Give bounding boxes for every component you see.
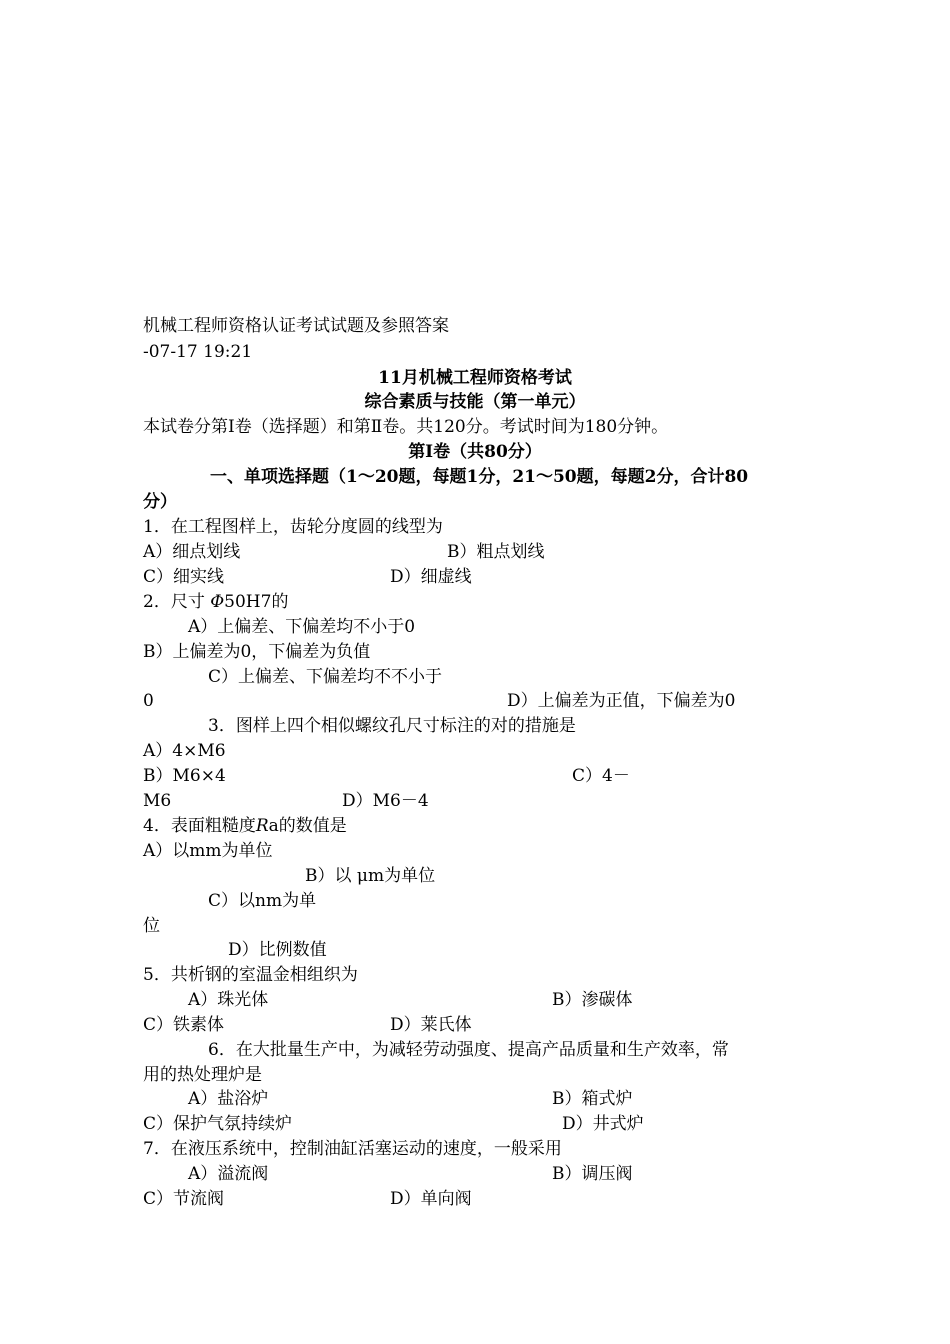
exam-subtitle: 综合素质与技能（第一单元）: [364, 392, 586, 412]
q6-option-a: A）盐浴炉: [188, 1089, 269, 1109]
q2-option-c: C）上偏差、下偏差均不不小于: [208, 667, 443, 687]
q4-option-b: B）以 μm为单位: [305, 866, 436, 886]
q5-stem: 5．共析钢的室温金相组织为: [143, 965, 358, 985]
q6-option-d: D）井式炉: [562, 1114, 644, 1134]
q4-stem-post: a的数值是: [268, 816, 347, 836]
q7-option-a: A）溢流阀: [188, 1164, 269, 1184]
q5-option-c: C）铁素体: [143, 1015, 225, 1035]
q3-option-d: D）M6－4: [342, 791, 429, 811]
q3-option-c-cont: M6: [143, 791, 172, 811]
doc-header-date: -07-17 19:21: [143, 342, 253, 362]
q6-stem: 6．在大批量生产中，为减轻劳动强度、提高产品质量和生产效率，常: [208, 1040, 729, 1060]
q4-option-d: D）比例数值: [228, 940, 327, 960]
doc-header-title: 机械工程师资格认证考试试题及参照答案: [143, 316, 449, 336]
q7-option-b: B）调压阀: [552, 1164, 633, 1184]
q1-option-c: C）细实线: [143, 567, 225, 587]
q3-option-b: B）M6×4: [143, 766, 226, 786]
q6-stem-cont: 用的热处理炉是: [143, 1065, 262, 1085]
q1-option-b: B）粗点划线: [447, 542, 545, 562]
q2-stem-pre: 2．尺寸: [143, 592, 211, 612]
q3-stem: 3．图样上四个相似螺纹孔尺寸标注的对的措施是: [208, 716, 576, 736]
part1-title: 第Ⅰ卷（共80分）: [408, 442, 542, 462]
q4-stem-pre: 4．表面粗糙度: [143, 816, 256, 836]
q2-option-c-cont: 0: [143, 691, 154, 711]
q3-option-c: C）4－: [572, 766, 630, 786]
q1-option-d: D）细虚线: [390, 567, 472, 587]
q5-option-d: D）莱氏体: [390, 1015, 472, 1035]
q2-option-d: D）上偏差为正值，下偏差为0: [507, 691, 736, 711]
q5-option-b: B）渗碳体: [552, 990, 633, 1010]
exam-intro: 本试卷分第Ⅰ卷（选择题）和第Ⅱ卷。共120分。考试时间为180分钟。: [143, 417, 669, 437]
q4-option-c-cont: 位: [143, 916, 160, 936]
q5-option-a: A）珠光体: [188, 990, 269, 1010]
q2-stem: [143, 590, 288, 614]
q4-stem-symbol: R: [255, 816, 269, 836]
q7-stem: 7．在液压系统中，控制油缸活塞运动的速度，一般采用: [143, 1139, 562, 1159]
q1-option-a: A）细点划线: [143, 542, 241, 562]
q6-option-c: C）保护气氛持续炉: [143, 1114, 293, 1134]
section1-heading: 一、单项选择题（1～20题，每题1分，21～50题，每题2分，合计80: [210, 467, 749, 487]
q4-option-c: C）以nm为单: [208, 891, 317, 911]
q7-option-c: C）节流阀: [143, 1189, 225, 1209]
q2-option-a: A）上偏差、下偏差均不小于0: [188, 617, 416, 637]
q2-stem-post: 50H7的: [224, 592, 289, 612]
q3-option-a: A）4×M6: [143, 741, 226, 761]
q2-option-b: B）上偏差为0，下偏差为负值: [143, 642, 371, 662]
q4-option-a: A）以mm为单位: [143, 841, 273, 861]
q2-stem-symbol: Φ: [210, 592, 225, 612]
q6-option-b: B）箱式炉: [552, 1089, 633, 1109]
exam-title: 11月机械工程师资格考试: [378, 368, 572, 388]
q4-stem: [143, 814, 347, 838]
section1-heading-cont: 分）: [143, 492, 177, 512]
q1-stem: 1．在工程图样上，齿轮分度圆的线型为: [143, 517, 443, 537]
q7-option-d: D）单向阀: [390, 1189, 472, 1209]
